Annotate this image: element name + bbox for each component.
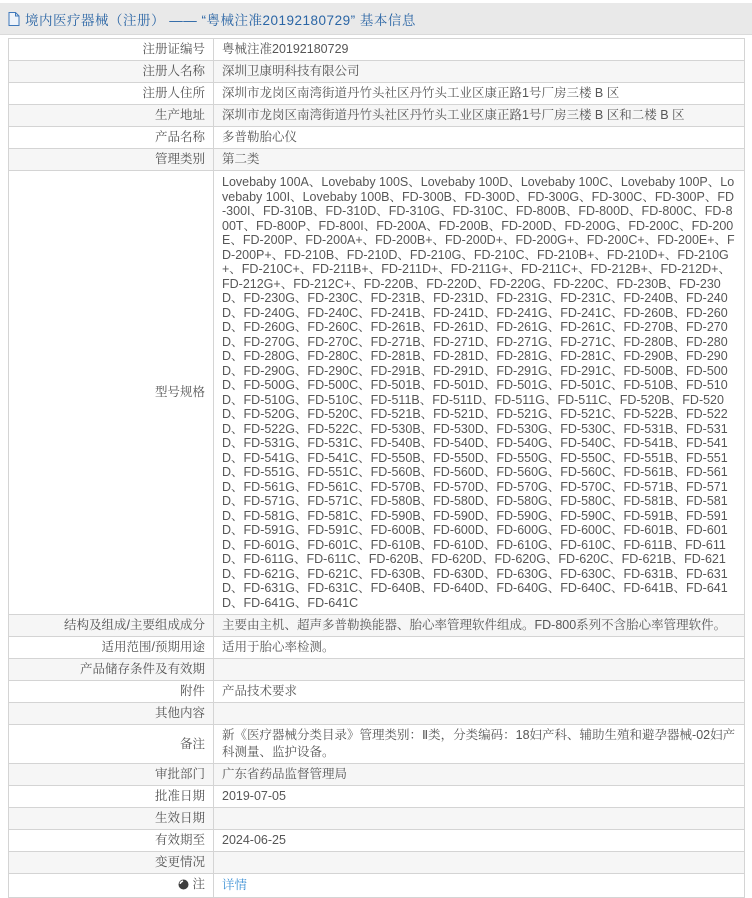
row-registrant-name	[9, 61, 745, 83]
page	[0, 3, 752, 898]
row-value: 深圳市龙岗区南湾街道丹竹头社区丹竹头工业区康正路1号厂房三楼 B 区和二楼 B 区	[214, 105, 745, 127]
row-value: 新《医疗器械分类目录》管理类别：Ⅱ类，分类编码：18妇产科、辅助生殖和避孕器械-02妇产科测量、监护设备。	[214, 725, 745, 764]
row-value	[214, 874, 745, 898]
row-label: 变更情况	[9, 852, 214, 874]
details-link[interactable]: 详情	[222, 878, 248, 892]
row-label: 注册人名称	[9, 61, 214, 83]
row-note	[9, 874, 745, 898]
document-icon	[8, 12, 20, 26]
row-approval-dept	[9, 764, 745, 786]
note-icon	[178, 878, 189, 895]
row-label: 适用范围/预期用途	[9, 637, 214, 659]
row-label: 注	[9, 874, 214, 898]
row-value	[214, 808, 745, 830]
row-value: 深圳卫康明科技有限公司	[214, 61, 745, 83]
row-value: 主要由主机、超声多普勒换能器、胎心率管理软件组成。FD-800系列不含胎心率管理软件。	[214, 615, 745, 637]
page-title: 境内医疗器械（注册） —— “粤械注准20192180729” 基本信息	[25, 12, 416, 28]
row-model-spec	[9, 171, 745, 615]
row-product-name	[9, 127, 745, 149]
row-value: 多普勒胎心仪	[214, 127, 745, 149]
row-label: 审批部门	[9, 764, 214, 786]
row-approval-date	[9, 786, 745, 808]
row-value: 第二类	[214, 149, 745, 171]
row-value: 产品技术要求	[214, 681, 745, 703]
row-value: 深圳市龙岗区南湾街道丹竹头社区丹竹头工业区康正路1号厂房三楼 B 区	[214, 83, 745, 105]
row-management-class	[9, 149, 745, 171]
row-label: 备注	[9, 725, 214, 764]
row-production-address	[9, 105, 745, 127]
row-change-status	[9, 852, 745, 874]
row-label: 注册证编号	[9, 39, 214, 61]
row-label: 生产地址	[9, 105, 214, 127]
row-label: 注册人住所	[9, 83, 214, 105]
row-label: 附件	[9, 681, 214, 703]
row-label: 型号规格	[9, 171, 214, 615]
row-label: 产品名称	[9, 127, 214, 149]
row-intended-use	[9, 637, 745, 659]
row-value	[214, 659, 745, 681]
row-value	[214, 703, 745, 725]
row-label: 生效日期	[9, 808, 214, 830]
row-cert-number	[9, 39, 745, 61]
row-label: 管理类别	[9, 149, 214, 171]
row-label: 产品储存条件及有效期	[9, 659, 214, 681]
row-label: 有效期至	[9, 830, 214, 852]
row-value: 2019-07-05	[214, 786, 745, 808]
row-label: 批准日期	[9, 786, 214, 808]
row-value	[214, 852, 745, 874]
row-other-content	[9, 703, 745, 725]
row-value: 2024-06-25	[214, 830, 745, 852]
row-label: 其他内容	[9, 703, 214, 725]
page-header	[0, 3, 752, 35]
row-value: 广东省药品监督管理局	[214, 764, 745, 786]
row-composition	[9, 615, 745, 637]
row-label: 结构及组成/主要组成成分	[9, 615, 214, 637]
row-storage-validity	[9, 659, 745, 681]
row-registrant-address	[9, 83, 745, 105]
registration-info-table	[8, 38, 745, 898]
row-effective-date	[9, 808, 745, 830]
row-remark	[9, 725, 745, 764]
row-attachment	[9, 681, 745, 703]
row-value: 粤械注准20192180729	[214, 39, 745, 61]
row-value: 适用于胎心率检测。	[214, 637, 745, 659]
row-value-model-list: Lovebaby 100A、Lovebaby 100S、Lovebaby 100D、Lovebaby 100C、Lovebaby 100P、Lovebaby 100I、Lovebaby 100B、FD-300B、FD-300D、FD-300G、FD-300C、FD-300P、FD-300I、FD-310B、FD-310D、FD-310G、FD-310C、FD-800B、FD-800D、FD-800C、FD-800T、FD-800P、FD-800I、FD-200A、FD-200B、FD-200D、FD-200G、FD-200C、FD-200E、FD-200P、FD-200A+、FD-200B+、FD-200D+、FD-200G+、FD-200C+、FD-200E+、FD-200P+、FD-210B、FD-210D、FD-210G、FD-210C、FD-210B+、FD-210D+、FD-210G+、FD-210C+、FD-211B+、FD-211D+、FD-211G+、FD-211C+、FD-212B+、FD-212D+、FD-212G+、FD-212C+、FD-220B、FD-220D、FD-220G、FD-220C、FD-230B、FD-230D、FD-230G、FD-230C、FD-231B、FD-231D、FD-231G、FD-231C、FD-240B、FD-240D、FD-240G、FD-240C、FD-241B、FD-241D、FD-241G、FD-241C、FD-260B、FD-260D、FD-260G、FD-260C、FD-261B、FD-261D、FD-261G、FD-261C、FD-270B、FD-270D、FD-270G、FD-270C、FD-271B、FD-271D、FD-271G、FD-271C、FD-280B、FD-280D、FD-280G、FD-280C、FD-281B、FD-281D、FD-281G、FD-281C、FD-290B、FD-290D、FD-290G、FD-290C、FD-291B、FD-291D、FD-291G、FD-291C、FD-500B、FD-500D、FD-500G、FD-500C、FD-501B、FD-501D、FD-501G、FD-501C、FD-510B、FD-510D、FD-510G、FD-510C、FD-511B、FD-511D、FD-511G、FD-511C、FD-520B、FD-520D、FD-520G、FD-520C、FD-521B、FD-521D、FD-521G、FD-521C、FD-522B、FD-522D、FD-522G、FD-522C、FD-530B、FD-530D、FD-530G、FD-530C、FD-531B、FD-531D、FD-531G、FD-531C、FD-540B、FD-540D、FD-540G、FD-540C、FD-541B、FD-541D、FD-541G、FD-541C、FD-550B、FD-550D、FD-550G、FD-550C、FD-551B、FD-551D、FD-551G、FD-551C、FD-560B、FD-560D、FD-560G、FD-560C、FD-561B、FD-561D、FD-561G、FD-561C、FD-570B、FD-570D、FD-570G、FD-570C、FD-571B、FD-571D、FD-571G、FD-571C、FD-580B、FD-580D、FD-580G、FD-580C、FD-581B、FD-581D、FD-581G、FD-581C、FD-590B、FD-590D、FD-590G、FD-590C、FD-591B、FD-591D、FD-591G、FD-591C、FD-600B、FD-600D、FD-600G、FD-600C、FD-601B、FD-601D、FD-601G、FD-601C、FD-610B、FD-610D、FD-610G、FD-610C、FD-611B、FD-611D、FD-611G、FD-611C、FD-620B、FD-620D、FD-620G、FD-620C、FD-621B、FD-621D、FD-621G、FD-621C、FD-630B、FD-630D、FD-630G、FD-630C、FD-631B、FD-631D、FD-631G、FD-631C、FD-640B、FD-640D、FD-640G、FD-640C、FD-641B、FD-641D、FD-641G、FD-641C	[214, 171, 745, 615]
row-valid-until	[9, 830, 745, 852]
